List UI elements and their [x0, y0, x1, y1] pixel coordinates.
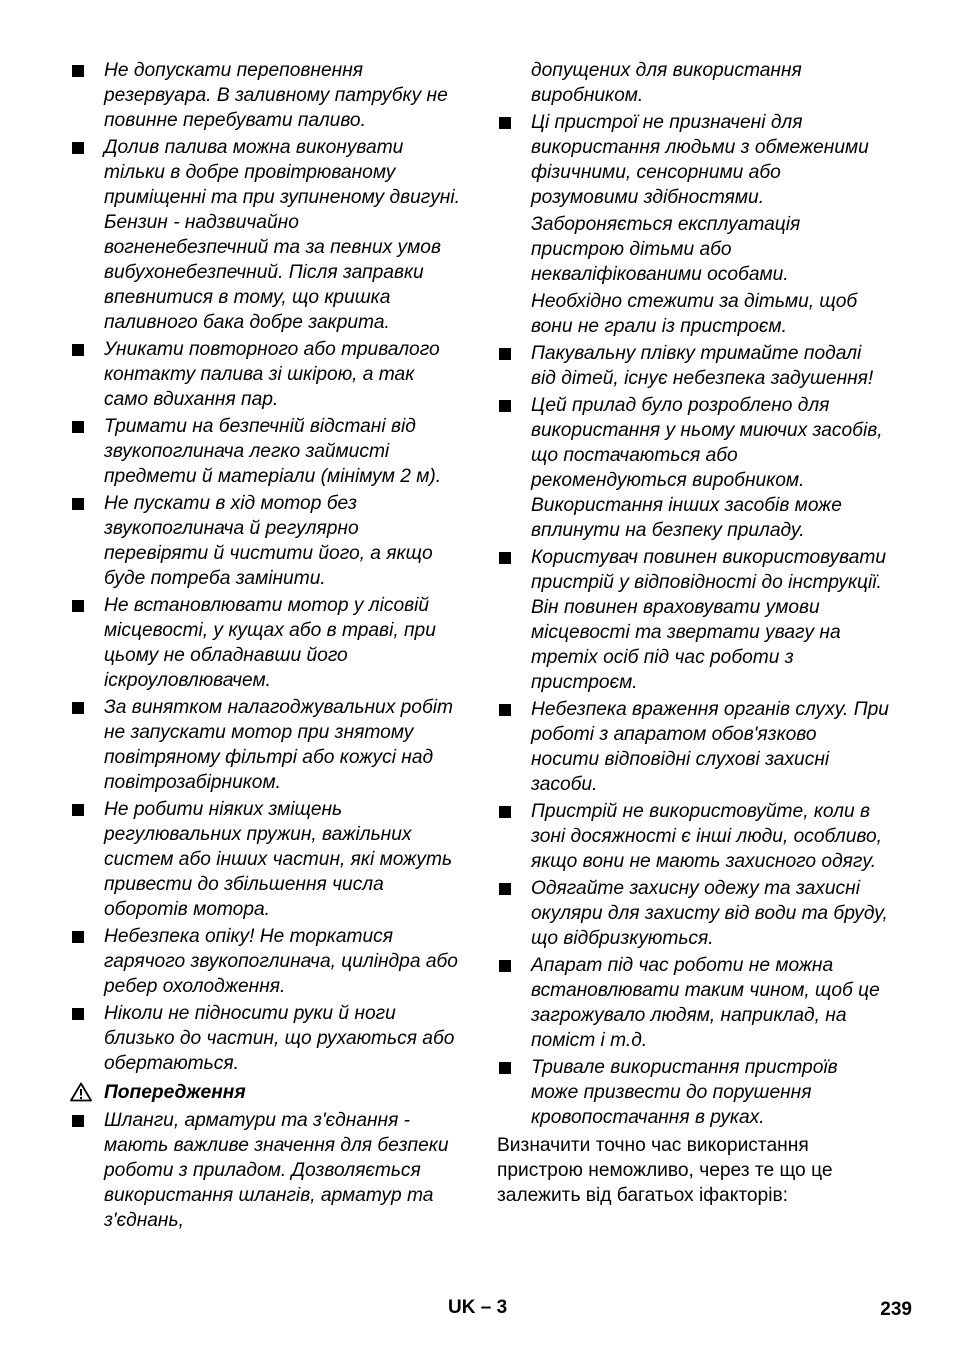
square-bullet-icon — [72, 600, 84, 612]
square-bullet-icon — [499, 704, 511, 716]
page-number: 239 — [880, 1299, 912, 1320]
list-item: Пакувальну плівку тримайте подалі від дітей, існує небезпека задушення! — [497, 341, 889, 391]
square-bullet-icon — [499, 960, 511, 972]
list-item: Одягайте захисну одежу та захисні окуляри для захисту від води та бруду, що відбризкуються. — [497, 876, 889, 951]
section-label: UK – 3 — [448, 1297, 508, 1318]
square-bullet-icon — [72, 1115, 84, 1127]
list-item: Тримати на безпечній відстані від звукопоглинача легко займисті предмети й матеріали (мінімум 2 м). — [70, 414, 462, 489]
square-bullet-icon — [499, 1062, 511, 1074]
list-item: Не встановлювати мотор у лісовій місцевості, у кущах або в траві, при цьому не обладнавши його іскроуловлювачем. — [70, 593, 462, 693]
closing-paragraph: Визначити точно час використання пристрою неможливо, через те що це залежить від багатьох іфакторів: — [497, 1135, 833, 1206]
square-bullet-icon — [72, 344, 84, 356]
list-item: Користувач повинен використовувати пристрій у відповідності до інструкції. Він повинен враховувати умови місцевості та звертати увагу на третіх осіб під час роботи з пристроєм. — [497, 545, 889, 695]
square-bullet-icon — [499, 348, 511, 360]
list-item: Тривале використання пристроїв може призвести до порушення кровопостачання в руках. — [497, 1055, 889, 1130]
sub-paragraph: Забороняється експлуатація пристрою дітьми або некваліфікованими особами. — [531, 214, 801, 285]
list-item: За винятком налагоджувальних робіт не запускати мотор при знятому повітряному фільтрі або кожусі над повітрозабірником. — [70, 695, 462, 795]
list-item: Небезпека опіку! Не торкатися гарячого звукопоглинача, циліндра або ребер охолодження. — [70, 924, 462, 999]
right-column — [497, 58, 889, 1208]
list-item: Пристрій не використовуйте, коли в зоні досяжності є інші люди, особливо, якщо вони не мають захисного одягу. — [497, 799, 889, 874]
list-item: Не пускати в хід мотор без звукопоглинача й регулярно перевіряти й чистити його, а якщо буде потреба замінити. — [70, 491, 462, 591]
square-bullet-icon — [72, 931, 84, 943]
left-column — [70, 58, 462, 1235]
list-item: Ніколи не підносити руки й ноги близько до частин, що рухаються або обертаються. — [70, 1001, 462, 1076]
square-bullet-icon — [499, 552, 511, 564]
list-item: Цей прилад було розроблено для використання у ньому миючих засобів, що постачаються або рекомендуються виробником. Використання інших засобів може вплинути на безпеку приладу. — [497, 393, 889, 543]
square-bullet-icon — [72, 421, 84, 433]
square-bullet-icon — [499, 883, 511, 895]
square-bullet-icon — [72, 498, 84, 510]
sub-paragraph: Необхідно стежити за дітьми, щоб вони не грали із пристроєм. — [531, 291, 858, 337]
square-bullet-icon — [499, 117, 511, 129]
list-item: Небезпека враження органів слуху. При роботі з апаратом обов'язково носити відповідні слухові захисні засоби. — [497, 697, 889, 797]
square-bullet-icon — [72, 804, 84, 816]
square-bullet-icon — [499, 400, 511, 412]
list-item: Долив палива можна виконувати тільки в добре провітрюваному приміщенні та при зупиненому двигуні. Бензин - надзвичайно вогненебезпечний та за певних умов вибухонебезпечний. Після заправки впевнитися в тому, що кришка паливного бака добре закрита. — [70, 135, 462, 335]
list-item: Не допускати переповнення резервуара. В заливному патрубку не повинне перебувати паливо. — [70, 58, 462, 133]
list-item: Апарат під час роботи не можна встановлювати таким чином, щоб це загрожувало людям, наприклад, на поміст і т.д. — [497, 953, 889, 1053]
continuation-text: допущених для використання виробником. — [531, 60, 802, 106]
list-item: Шланги, арматури та з'єднання - мають важливе значення для безпеки роботи з приладом. Дозволяється використання шлангів, арматур та з'єднань, — [70, 1108, 462, 1233]
square-bullet-icon — [499, 806, 511, 818]
square-bullet-icon — [72, 702, 84, 714]
square-bullet-icon — [72, 65, 84, 77]
warning-triangle-icon — [70, 1082, 92, 1102]
list-item: Ці пристрої не призначені для використання людьми з обмеженими фізичними, сенсорними або розумовими здібностями. Забороняється експлуатація пристрою дітьми або некваліфікованими особами. Необхідно стежити за дітьми, щоб вони не грали із пристроєм. — [497, 110, 889, 339]
list-item: Уникати повторного або тривалого контакту палива зі шкірою, а так само вдихання пар. — [70, 337, 462, 412]
square-bullet-icon — [72, 1008, 84, 1020]
warning-heading: Попередження — [70, 1080, 462, 1105]
square-bullet-icon — [72, 142, 84, 154]
list-item: Не робити ніяких зміщень регулювальних пружин, важільних систем або інших частин, які можуть привести до збільшення числа оборотів мотора. — [70, 797, 462, 922]
